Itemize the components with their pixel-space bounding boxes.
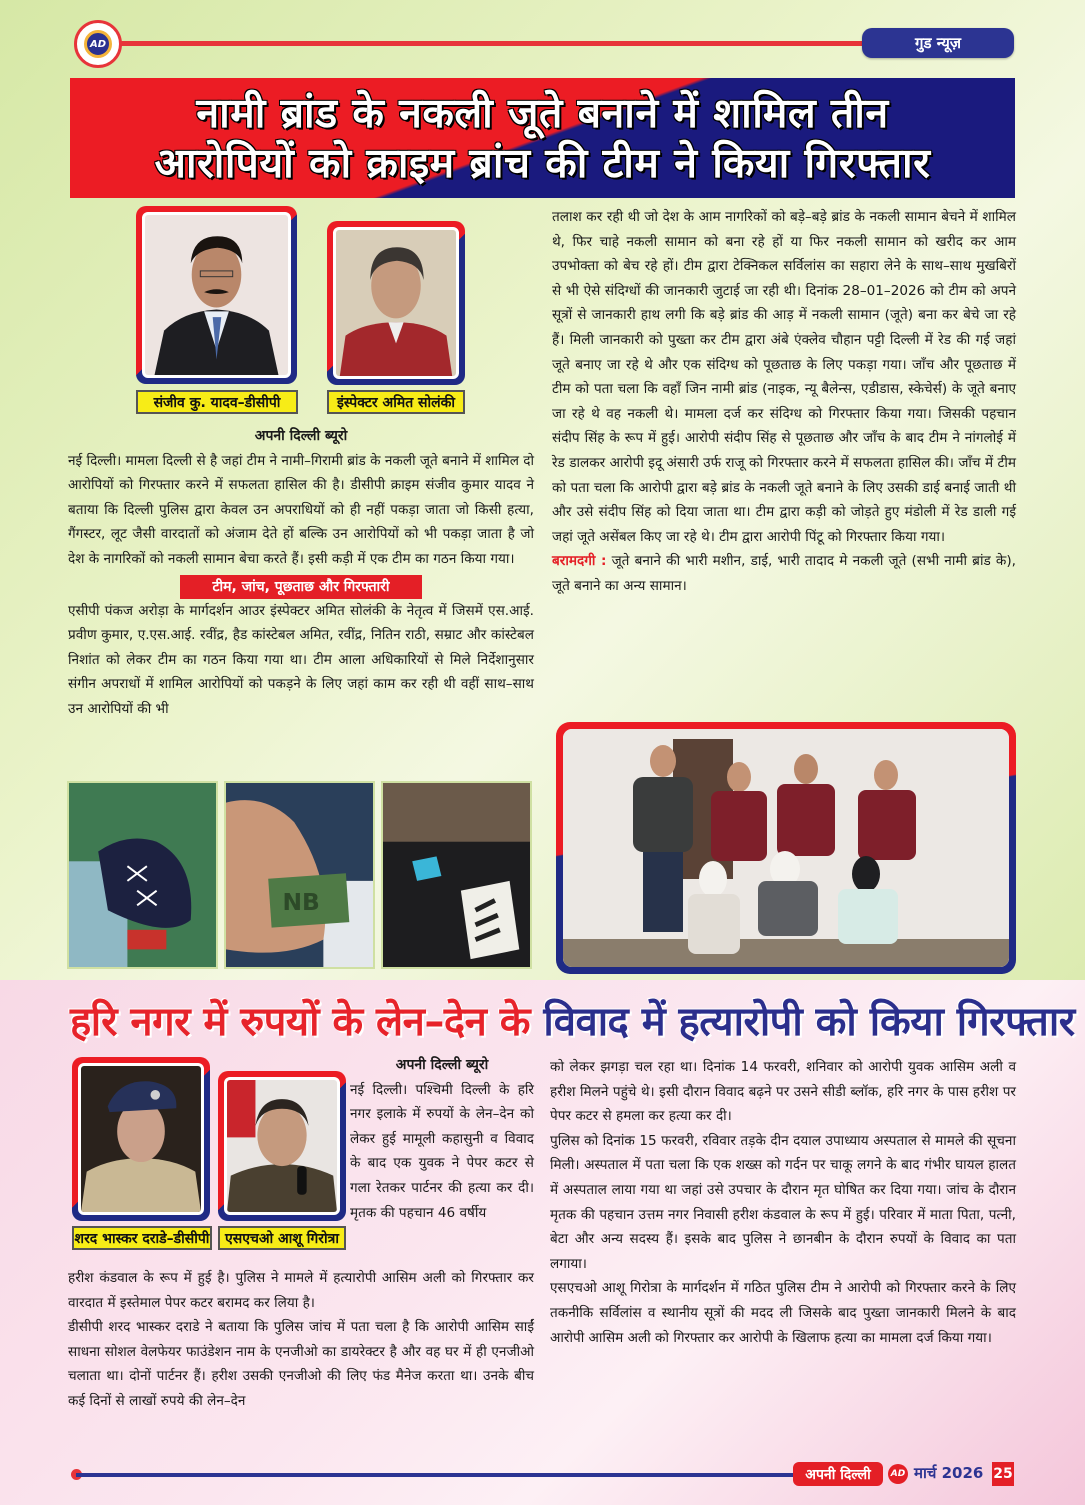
portrait-caption: शरद भास्कर दराडे–डीसीपी xyxy=(72,1226,212,1250)
story2-paragraph: को लेकर झगड़ा चल रहा था। दिनांक 14 फरवरी, शनिवार को आरोपी युवक आसिम अली व हरीश मिलने पहुंचे थे। इसी दौरान विवाद बढ़ने पर उसने सीडी ब्लॉक, हरि नगर के पास हरीश पर पेपर कटर से हमला कर हत्या कर दी। xyxy=(550,1059,1016,1125)
story2-paragraph: एसएचओ आशू गिरोत्रा के मार्गदर्शन में गठित पुलिस टीम ने आरोपी को गिरफ्तार करने के लिए तकनीकि सर्विलांस व स्थानीय सूत्रों की मदद ली जिसके बाद पुख्ता जानकारी मिलने के बाद आरोपी आसिम अली को गिरफ्तार कर आरोपी के खिलाफ हत्या का मामला दर्ज किया गया। xyxy=(550,1280,1016,1346)
story1-headline-line1: नामी ब्रांड के नकली जूते बनाने में शामिल तीन xyxy=(196,89,889,137)
footer-rule xyxy=(76,1473,796,1477)
portrait-photo xyxy=(333,227,459,379)
footer-publication-name: अपनी दिल्ली xyxy=(793,1462,883,1486)
portrait-caption: एसएचओ आशू गिरोत्रा xyxy=(218,1226,346,1250)
logo-emblem-icon: AD xyxy=(84,30,112,58)
group-photo xyxy=(563,729,1009,967)
story1-paragraph: एसीपी पंकज अरोड़ा के मार्गदर्शन आउर इंस्पेक्टर अमित सोलंकी के नेतृत्व में जिसमें एस.आई. प्रवीण कुमार, ए.एस.आई. रवींद्र, हैड कांस्टेबल अमित, रवींद्र, नितिन राठी, सम्राट और कांस्टेबल निशांत को लेकर टीम का गठन किया गया था। टीम आला अधिकारियों से मिले निर्देशानुसार संगीन अपराधों में शामिल आरोपियों को पकड़ने के लिए जहां काम कर रही थी वहीं साथ–साथ उन आरोपियों की भी xyxy=(68,602,534,717)
person-silhouette-icon xyxy=(145,215,288,375)
byline: अपनी दिल्ली ब्यूरो xyxy=(254,428,348,444)
person-silhouette-icon xyxy=(227,1080,337,1212)
story2-headline xyxy=(70,992,1075,1052)
issue-date: मार्च 2026 xyxy=(914,1464,984,1482)
portrait-photo xyxy=(224,1077,340,1215)
story1-headline-line2: आरोपियों को क्राइम ब्रांच की टीम ने किया गिरफ्तार xyxy=(154,139,931,187)
portrait-caption: संजीव कु. यादव–डीसीपी xyxy=(136,390,298,414)
portrait-dcp-sharad xyxy=(72,1057,210,1221)
story1-paragraph: तलाश कर रही थी जो देश के आम नागरिकों को बड़े–बड़े ब्रांड के नकली सामान बेचने में शामिल थे, फिर चाहे नकली सामान को बना रहे हों या फिर नकली सामान को खरीद कर आम उपभोक्ता को बेच रहे हों। टीम द्वारा टेक्निकल सर्विलांस का सहारा लेने के साथ–साथ मुखबिरों से भी ऐसे संदिग्धों की जानकारी जुटाई जा रही थी। दिनांक 28–01–2026 को टीम को अपने सूत्रों से जानकारी हाथ लगी कि बड़े ब्रांड की आड़ में नकली सामान (जूते) बना कर बेचे जा रहे हैं। मिली जानकारी को पुख्ता कर टीम द्वारा अंबे एंक्लेव चौहान पट्टी दिल्ली में रेड की गई जहां जूते बनाए जा रहे थे और एक संदिग्ध को पूछताछ के लिए पकड़ा गया। जाँच और पूछताछ में टीम को पता चला कि वहाँ जिन नामी ब्रांड (नाइक, न्यू बैलेन्स, एडीडास, स्केचेर्स) के जूते बनाए जा रहे थे वह नकली थे। मामला दर्ज कर संदिग्ध को गिरफ्तार किया गया। जिसकी पहचान संदीप सिंह के रूप में हुई। आरोपी संदीप सिंह से पूछताछ और जाँच के बाद टीम ने नांगलोई में रेड डालकर आरोपी इदू अंसारी उर्फ राजू को गिरफ्तार करने में सफलता हासिल की। जाँच में टीम को पता चला कि आरोपी द्वारा बड़े ब्रांड के नकली जूते बनाने के लिए उसकी डाई बनाई जाती थी और उसे संदीप सिंह को दिया जाता था। टीम द्वारा कड़ी को जोड़ते हुए मंडोली में रेड डाली गई जहां जूते असेंबल किए जा रहे थे। टीम द्वारा आरोपी पिंटू को गिरफ्तार किया गया। xyxy=(552,209,1016,545)
evidence-photo-shoe-uppers xyxy=(67,781,218,969)
svg-text:NB: NB xyxy=(282,888,320,917)
police-team-photo-icon xyxy=(563,729,1009,967)
story2-paragraph: डीसीपी शरद भास्कर दराडे ने बताया कि पुलिस जांच में पता चला है कि आरोपी आसिम साईं साधना सोशल वेलफेयर फाउंडेशन नाम के एनजीओ का डायरेक्टर है और वह घर में ही एनजीओ चलाता था। दोनों पार्टनर हैं। हरीश उसकी एनजीओ की लिए फंड मैनेज करता था। उनके बीच कई दिनों से लाखों रुपये की लेन–देन xyxy=(68,1319,534,1409)
story1-left-column xyxy=(68,424,534,722)
story2-narrow-column xyxy=(350,1053,534,1225)
recovery-paragraph xyxy=(552,549,1016,598)
byline: अपनी दिल्ली ब्यूरो xyxy=(395,1057,489,1073)
story2-paragraph: नई दिल्ली। पश्चिमी दिल्ली के हरि नगर इलाके में रुपयों के लेन–देन को लेकर हुई मामूली कहासुनी व विवाद के बाद एक युवक ने पेपर कटर से गला रेतकर पार्टनर की हत्या कर दी। मृतक की पहचान 46 वर्षीय xyxy=(350,1081,534,1221)
recovery-label: बरामदगी : xyxy=(552,553,607,570)
workshop-photo-icon xyxy=(383,783,530,967)
story2-headline-red-part: हरि नगर में रुपयों के लेन–देन के xyxy=(70,999,530,1045)
page-number: 25 xyxy=(992,1462,1014,1486)
story2-paragraph: पुलिस को दिनांक 15 फरवरी, रविवार तड़के दीन दयाल उपाध्याय अस्पताल से मामले की सूचना मिली। अस्पताल में पता चला कि एक शख्स को गर्दन पर चाकू लगने के बाद गंभीर घायल हालत में अस्पताल लाया गया था जहां उसे उपचार के दौरान मृत घोषित कर दिया गया। जांच के दौरान मृतक की पहचान उत्तम नगर निवासी हरीश कंडवाल के रूप में हुई। परिवार में माता पिता, पत्नी, बेटा और अन्य सदस्य हैं। इसके बाद पुलिस ने छानबीन के दौरान रुपयों के विवाद का पता लगाया। xyxy=(550,1132,1016,1272)
section-label: गुड न्यूज़ xyxy=(862,28,1014,58)
portrait-caption: इंस्पेक्टर अमित सोलंकी xyxy=(327,390,465,414)
story1-headline xyxy=(70,78,1015,198)
portrait-inspector-amit xyxy=(327,221,465,385)
story2-paragraph: हरीश कंडवाल के रूप में हुई है। पुलिस ने मामले में हत्यारोपी आसिम अली को गिरफ्तार कर वारदात में इस्तेमाल पेपर कटर बरामद कर लिया है। xyxy=(68,1270,534,1311)
portrait-photo xyxy=(142,212,291,378)
story2-headline-blue-part: विवाद में हत्यारोपी को किया गिरफ्तार xyxy=(529,999,1075,1045)
portrait-sho-ashu xyxy=(218,1071,346,1221)
die-stamp-photo-icon xyxy=(226,783,373,967)
story1-paragraph: नई दिल्ली। मामला दिल्ली से है जहां टीम ने नामी–गिरामी ब्रांड के नकली जूते बनाने में शामिल दो आरोपियों को गिरफ्तार करने में सफलता हासिल की है। डीसीपी क्राइम संजीव कुमार यादव ने बताया कि दिल्ली पुलिस द्वारा केवल उन अपराधियों को ही नहीं पकड़ा जाता जो किसी हत्या, गैंगस्टर, लूट जैसी वारदातों को अंजाम देते हों बल्कि उन आरोपियों को भी पकड़ा जाता है जो देश के नागरिकों को नकली सामान बेचा करते हैं। इसी कड़ी में एक टीम का गठन किया गया। xyxy=(68,452,534,567)
evidence-photo-die-stamp xyxy=(224,781,375,969)
person-silhouette-icon xyxy=(336,230,456,376)
publication-logo xyxy=(74,20,122,68)
footer-logo-icon: AD xyxy=(888,1464,908,1484)
header-rule xyxy=(118,41,878,46)
story1-subheading: टीम, जांच, पूछताछ और गिरफ्तारी xyxy=(180,575,422,599)
recovery-text: जूते बनाने की भारी मशीन, डाई, भारी तादाद मे नकली जूते (सभी नामी ब्रांड के), जूते बनाने का अन्य सामान। xyxy=(552,553,1016,594)
group-photo-frame xyxy=(556,722,1016,974)
story1-right-column xyxy=(552,205,1016,599)
evidence-photo-workshop xyxy=(381,781,532,969)
story2-right-column xyxy=(550,1055,1016,1350)
shoe-upper-photo-icon xyxy=(69,783,216,967)
story2-left-column xyxy=(68,1266,534,1414)
portrait-dcp-sanjeev xyxy=(136,206,297,384)
portrait-photo xyxy=(78,1063,204,1215)
person-silhouette-icon xyxy=(81,1066,201,1212)
